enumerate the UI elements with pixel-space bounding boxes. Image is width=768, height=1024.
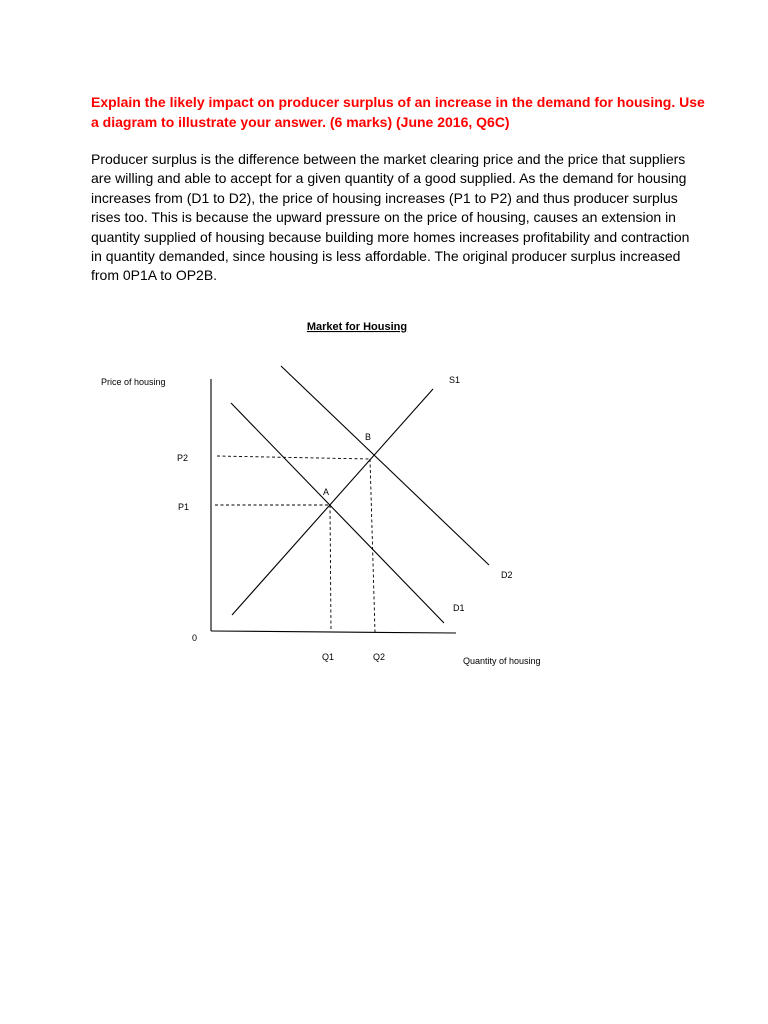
q1-guide [330,505,331,631]
point-a-label: A [323,487,330,497]
supply-curve [232,389,433,615]
supply-label: S1 [449,375,461,385]
point-b-label: B [365,432,372,442]
answer-paragraph: Producer surplus is the difference between the market clearing price and the price that suppliers are willing and able to accept for a given quantity of a good supplied. As the demand for housing increases from (D1 to D2), the price of housing increases (P1 to P2) and thus producer surplus rises too. This is because the upward pressure on the price of housing, causes an extension in quantity supplied of housing because building more homes increases profitability and contraction in quantity demanded, since housing is less affordable. The original producer surplus increased from 0P1A to OP2B. [91,151,690,284]
question-heading: Explain the likely impact on producer surplus of an increase in the demand for housing. Use a diagram to illustrate your answer. (6 marks) (June 2016, Q6C) [91,94,705,130]
p2-guide [217,456,370,459]
p1-label: P1 [178,502,190,512]
demand-d1-label: D1 [453,603,465,613]
demand-d2-label: D2 [501,570,513,580]
demand-curve-d1 [231,403,444,623]
p2-label: P2 [177,453,189,463]
y-axis-label: Price of housing [101,377,166,387]
q2-guide [370,459,375,632]
diagram-title: Market for Housing [306,321,408,333]
x-axis [211,631,456,633]
x-axis-label: Quantity of housing [463,656,541,666]
q1-label: Q1 [322,652,335,662]
q2-label: Q2 [373,652,386,662]
demand-curve-d2 [281,366,489,565]
origin-label: 0 [192,633,198,643]
